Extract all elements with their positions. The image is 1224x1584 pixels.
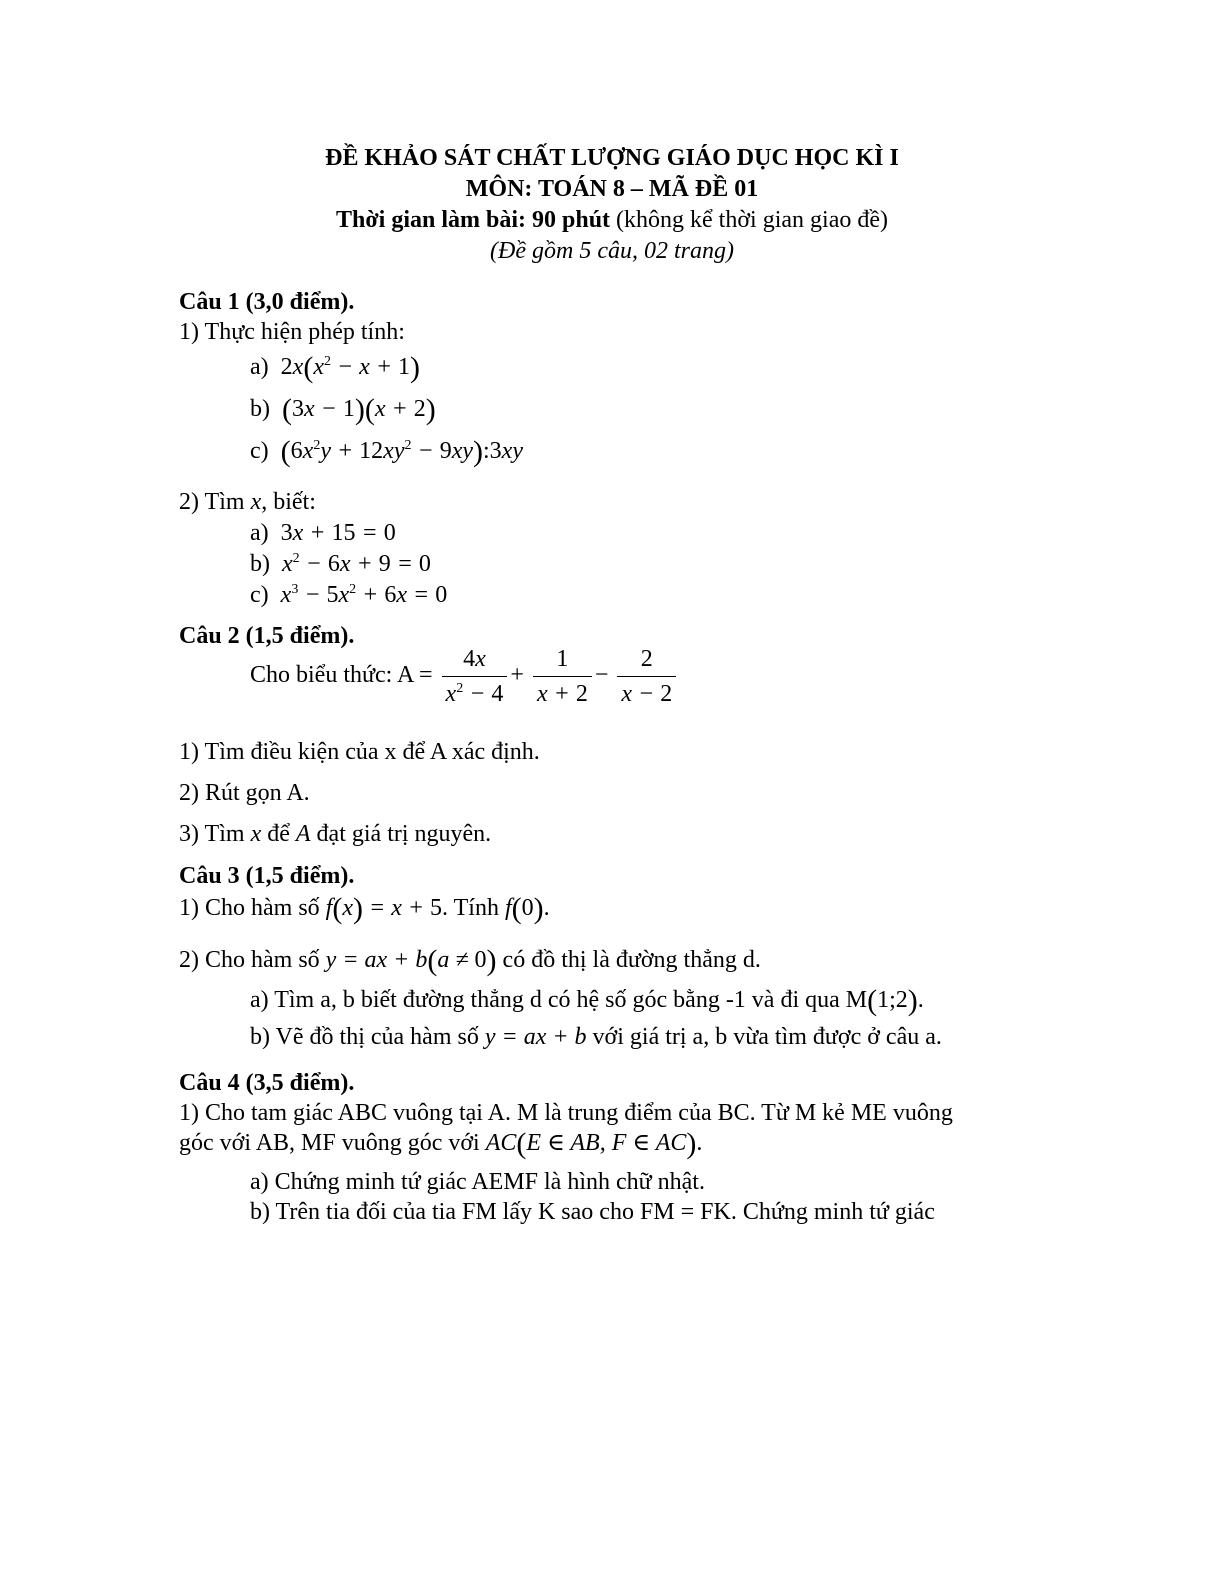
q3-heading: Câu 3 (1,5 điểm).: [179, 863, 355, 889]
q2-heading: Câu 2 (1,5 điểm).: [179, 623, 355, 649]
q3-sub-a-text: a) Tìm a, b biết đường thẳng d có hệ số góc bằng -1 và đi qua: [250, 987, 846, 1013]
q2-item2: 2) Rút gọn A.: [179, 780, 310, 806]
q1-2c: [250, 580, 447, 610]
fraction-2: $\frac{1}{x + 2}$: [533, 646, 592, 707]
q1-2b: [250, 549, 431, 579]
q1-1b: [250, 394, 436, 424]
q1-2a-expr: 3x + 15 = 0: [280, 520, 396, 546]
q3-item2-suffix: có đồ thị là đường thẳng d.: [496, 947, 761, 973]
q1-1b-label: b): [250, 396, 270, 422]
q4-line2-prefix: góc với AB, MF vuông góc với: [179, 1130, 486, 1156]
exam-pages-note: (Đề gồm 5 câu, 02 trang): [490, 238, 734, 264]
q1-1c-expr: ($6x^2y + 12xy^2$ − 9xy):3xy: [280, 435, 523, 468]
q3-sub-b-prefix: b) Vẽ đồ thị của hàm số: [250, 1024, 485, 1050]
q2-item3-suffix: đạt giá trị nguyên.: [310, 821, 492, 847]
q4-line1: 1) Cho tam giác ABC vuông tại A. M là trung điểm của BC. Từ M kẻ ME vuông: [179, 1100, 953, 1126]
q2-item3-mid: để: [261, 821, 296, 847]
q1-2b-expr: $x^2 - 6x + 9 = 0$: [282, 551, 431, 577]
fraction-1: $\frac{4x}{x^2 - 4}$: [442, 646, 508, 707]
q2-intro: Cho biểu thức:: [250, 662, 397, 689]
q1-2c-label: c): [250, 582, 269, 608]
q3-sub-a: [250, 985, 924, 1015]
q1-2c-expr: $x^3 - 5x^2 + 6x = 0$: [280, 582, 448, 608]
q2-item3: [179, 819, 491, 849]
q3-point-M: M(1;2).: [845, 984, 924, 1017]
q2-item3-var: x: [250, 821, 262, 847]
q3-item1-mid: . Tính: [442, 895, 505, 921]
q2-expression: [250, 646, 679, 707]
fraction-3: $\frac{2}{x - 2}$: [617, 646, 676, 707]
q1-1b-expr: (3x − 1)(x + 2): [282, 393, 436, 426]
exam-time-label: Thời gian làm bài: 90 phút: [336, 207, 611, 233]
q3-sub-b-function: y = ax + b: [484, 1024, 587, 1050]
exam-header: [0, 143, 1224, 267]
q1-2a: [250, 518, 396, 548]
q2-item3-A: A: [295, 821, 311, 847]
q1-part2-prefix: 2) Tìm: [179, 489, 251, 515]
q3-sub-b: [250, 1022, 942, 1052]
q1-1a-label: a): [250, 354, 269, 380]
q2-formula: A = $\frac{4x}{x^2 - 4}$ + $\frac{1}{x + 2}$ − $\frac{2}{x - 2}$: [397, 662, 679, 688]
q4-line2-math: AC(E ∈ AB, F ∈ AC): [485, 1127, 697, 1160]
q1-part1: 1) Thực hiện phép tính:: [179, 319, 405, 345]
q4-line2: góc với AB, MF vuông góc với AC(E ∈ AB, F ∈ AC).: [179, 1127, 703, 1160]
q3-item2: [179, 945, 761, 975]
q1-1a-expr: $2x(x^2 - x + 1)$: [280, 351, 421, 384]
exam-time-note: (không kể thời gian giao đề): [610, 207, 888, 233]
q2-item3-prefix: 3) Tìm: [179, 821, 251, 847]
q3-item2-function: y = ax + b(a ≠ 0): [325, 944, 497, 977]
exam-title: ĐỀ KHẢO SÁT CHẤT LƯỢNG GIÁO DỤC HỌC KÌ I: [325, 145, 899, 171]
exam-subject: MÔN: TOÁN 8 – MÃ ĐỀ 01: [465, 176, 759, 202]
q1-part2-var: x: [250, 489, 262, 515]
q4-sub-b: b) Trên tia đối của tia FM lấy K sao cho FM = FK. Chứng minh tứ giác: [250, 1199, 935, 1225]
q1-1a: [250, 352, 420, 382]
q3-sub-b-suffix: với giá trị a, b vừa tìm được ở câu a.: [592, 1024, 942, 1050]
q3-item1: 1) Cho hàm số f(x) = x + 5. Tính f(0).: [179, 892, 550, 925]
q4-sub-a: a) Chứng minh tứ giác AEMF là hình chữ nhật.: [250, 1169, 705, 1195]
q1-part2: [179, 487, 316, 517]
exam-time: [0, 205, 1224, 236]
q2-item1: 1) Tìm điều kiện của x để A xác định.: [179, 739, 540, 765]
q3-item2-prefix: 2) Cho hàm số: [179, 947, 326, 973]
q3-item1-prefix: 1) Cho hàm số: [179, 895, 326, 921]
q3-item1-function: f(x) = x + 5: [325, 892, 443, 925]
q1-1c: [250, 436, 523, 466]
q4-heading: Câu 4 (3,5 điểm).: [179, 1070, 355, 1096]
q1-2b-label: b): [250, 551, 270, 577]
q1-2a-label: a): [250, 520, 269, 546]
q1-heading: Câu 1 (3,0 điểm).: [179, 289, 355, 315]
q1-1c-label: c): [250, 438, 269, 464]
q3-item1-eval: f(0): [504, 892, 544, 925]
q1-part2-suffix: , biết:: [261, 489, 316, 515]
